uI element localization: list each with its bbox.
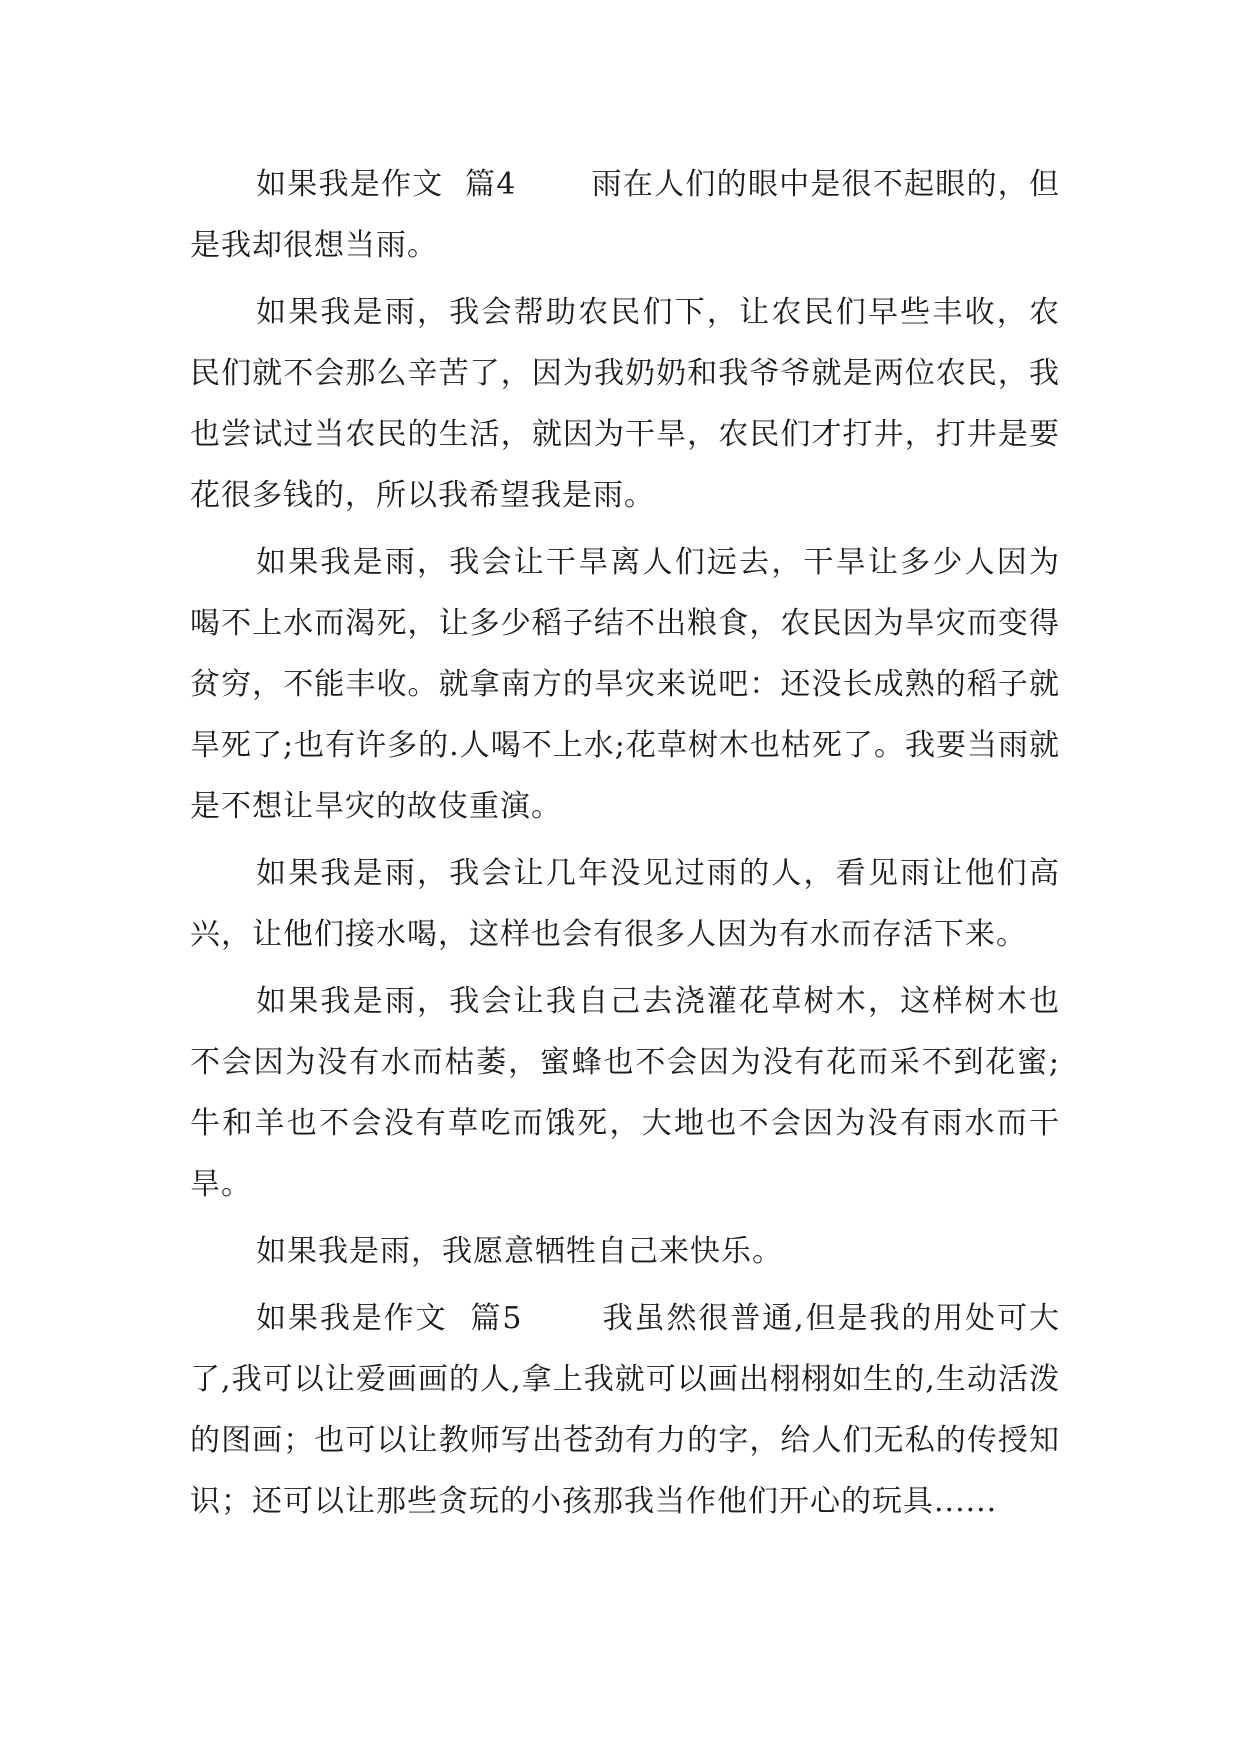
essay-4-paragraph-sacrifice: 如果我是雨，我愿意牺牲自己来快乐。 — [256, 1234, 783, 1269]
essay-5-opening-paragraph: 如果我是作文 篇5 我虽然很普通,但是我的用处可大了,我可以让爱画画的人,拿上我就可以画出栩栩如生的,生动活泼的图画；也可以让教师写出苍劲有力的字，给人们无私的传授知识；还可以让那些贪玩的小孩那我当作他们开心的玩具...... — [190, 1301, 1060, 1519]
essay-4-paragraph-people: 如果我是雨，我会让几年没见过雨的人，看见雨让他们高兴，让他们接水喝，这样也会有很多人因为有水而存活下来。 — [190, 856, 1060, 952]
document-body — [190, 154, 1060, 1532]
essay-4-paragraph-farmers: 如果我是雨，我会帮助农民们下，让农民们早些丰收，农民们就不会那么辛苦了，因为我奶奶和我爷爷就是两位农民，我也尝试过当农民的生活，就因为干旱，农民们才打井，打井是要花很多钱的，所以我希望我是雨。 — [190, 295, 1060, 513]
essay-4-opening-paragraph: 如果我是作文 篇4 雨在人们的眼中是很不起眼的，但是我却很想当雨。 — [190, 167, 1060, 263]
essay-4-paragraph-plants: 如果我是雨，我会让我自己去浇灌花草树木，这样树木也不会因为没有水而枯萎，蜜蜂也不会因为没有花而采不到花蜜;牛和羊也不会没有草吃而饿死，大地也不会因为没有雨水而干旱。 — [190, 984, 1060, 1202]
essay-4-paragraph-drought: 如果我是雨，我会让干旱离人们远去，干旱让多少人因为喝不上水而渴死，让多少稻子结不出粮食，农民因为旱灾而变得贫穷，不能丰收。就拿南方的旱灾来说吧：还没长成熟的稻子就旱死了;也有许多的.人喝不上水;花草树木也枯死了。我要当雨就是不想让旱灾的故伎重演。 — [190, 545, 1060, 824]
